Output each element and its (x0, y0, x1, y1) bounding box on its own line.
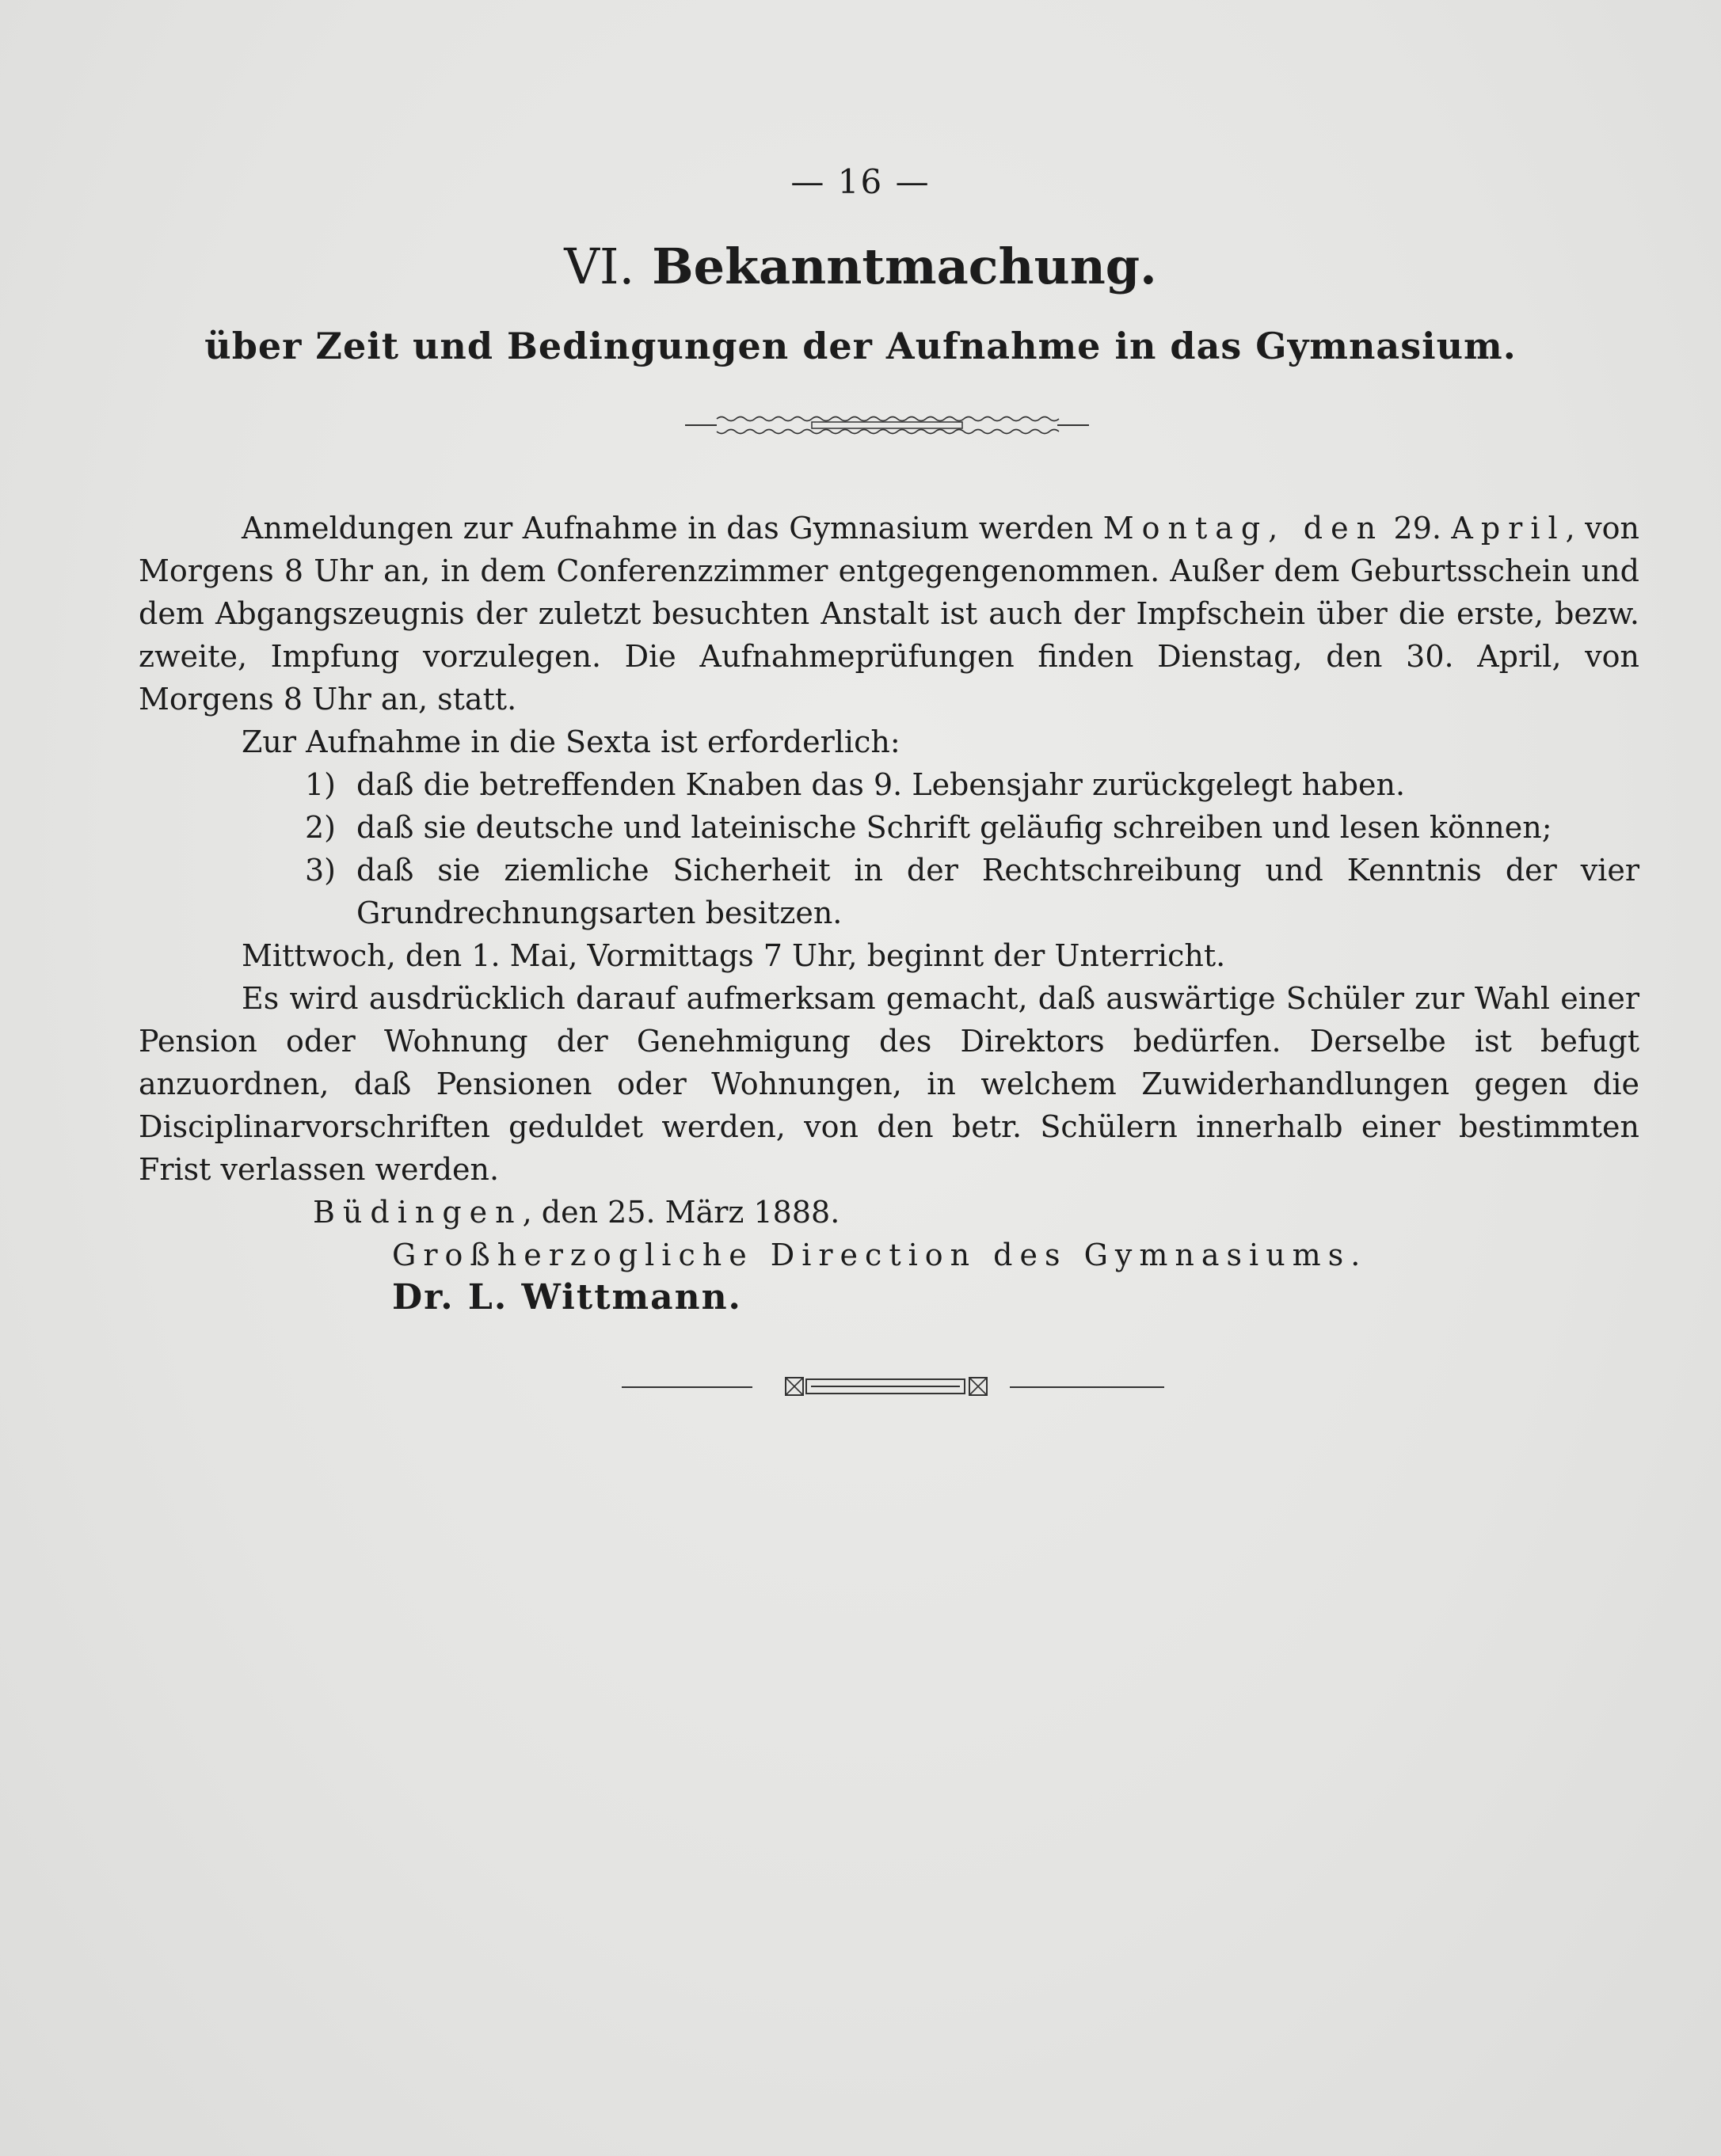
place-name: Büdingen (313, 1195, 523, 1230)
requirements-intro: Zur Aufnahme in die Sexta ist erforderlich: (242, 724, 900, 759)
document-body (139, 507, 1639, 1319)
section-title: Bekanntmachung. (652, 238, 1157, 295)
list-item-number: 3) (305, 853, 337, 888)
list-item-number: 1) (305, 767, 337, 802)
list-item (139, 806, 1639, 849)
issue-date: , den 25. März 1888. (522, 1195, 840, 1230)
list-item (139, 849, 1639, 934)
registration-date-emphasis: Montag, den (1102, 511, 1384, 546)
list-item-text: daß sie deutsche und lateinische Schrift geläufig schreiben und lesen können; (356, 810, 1552, 845)
registration-month-emphasis: April (1451, 511, 1566, 546)
page-number: — 16 — (790, 162, 931, 201)
registration-text-start: Anmeldungen zur Aufnahme in das Gymnasium werden (242, 511, 1103, 546)
bottom-ornament-divider (618, 1370, 1172, 1401)
signature: Dr. L. Wittmann. (392, 1277, 742, 1318)
section-number: VI. (564, 238, 635, 295)
list-item (139, 763, 1639, 806)
place-date-line (139, 1191, 1639, 1234)
registration-paragraph (139, 507, 1639, 721)
page-heading (0, 238, 1721, 295)
issuing-authority: Großherzogliche Direction des Gymnasiums. (392, 1238, 1368, 1272)
list-item-text: daß sie ziemliche Sicherheit in der Rechtschreibung und Kenntnis der vier Grundrechnungsarten besitzen. (356, 853, 1639, 930)
registration-text-end: , von Morgens 8 Uhr an, in dem Conferenzzimmer entgegengenommen. Außer dem Geburtsschein und dem Abgangszeugnis der zuletzt besuchten Anstalt ist auch der Impfschein über die erste, bezw. zweite, Impfung vorzulegen. Die Aufnahmeprüfungen finden Dienstag, den 30. April, von Morgens 8 Uhr an, statt. (139, 511, 1639, 717)
registration-day: 29. (1384, 511, 1452, 546)
list-item-number: 2) (305, 810, 337, 845)
boarding-notice-paragraph: Es wird ausdrücklich darauf aufmerksam gemacht, daß auswärtige Schüler zur Wahl einer Pension oder Wohnung der Genehmigung des Direktors bedürfen. Derselbe ist befugt anzuordnen, daß Pensionen oder Wohnungen, in welchem Zuwiderhandlungen gegen die Disciplinarvorschriften geduldet werden, von den betr. Schülern innerhalb einer bestimmten Frist verlassen werden. (139, 981, 1639, 1187)
start-of-classes-paragraph: Mittwoch, den 1. Mai, Vormittags 7 Uhr, beginnt der Unterricht. (242, 938, 1226, 973)
page-subtitle: über Zeit und Bedingungen der Aufnahme in das Gymnasium. (204, 325, 1517, 367)
top-ornament-divider (685, 408, 1089, 439)
list-item-text: daß die betreffenden Knaben das 9. Lebensjahr zurückgelegt haben. (356, 767, 1406, 802)
